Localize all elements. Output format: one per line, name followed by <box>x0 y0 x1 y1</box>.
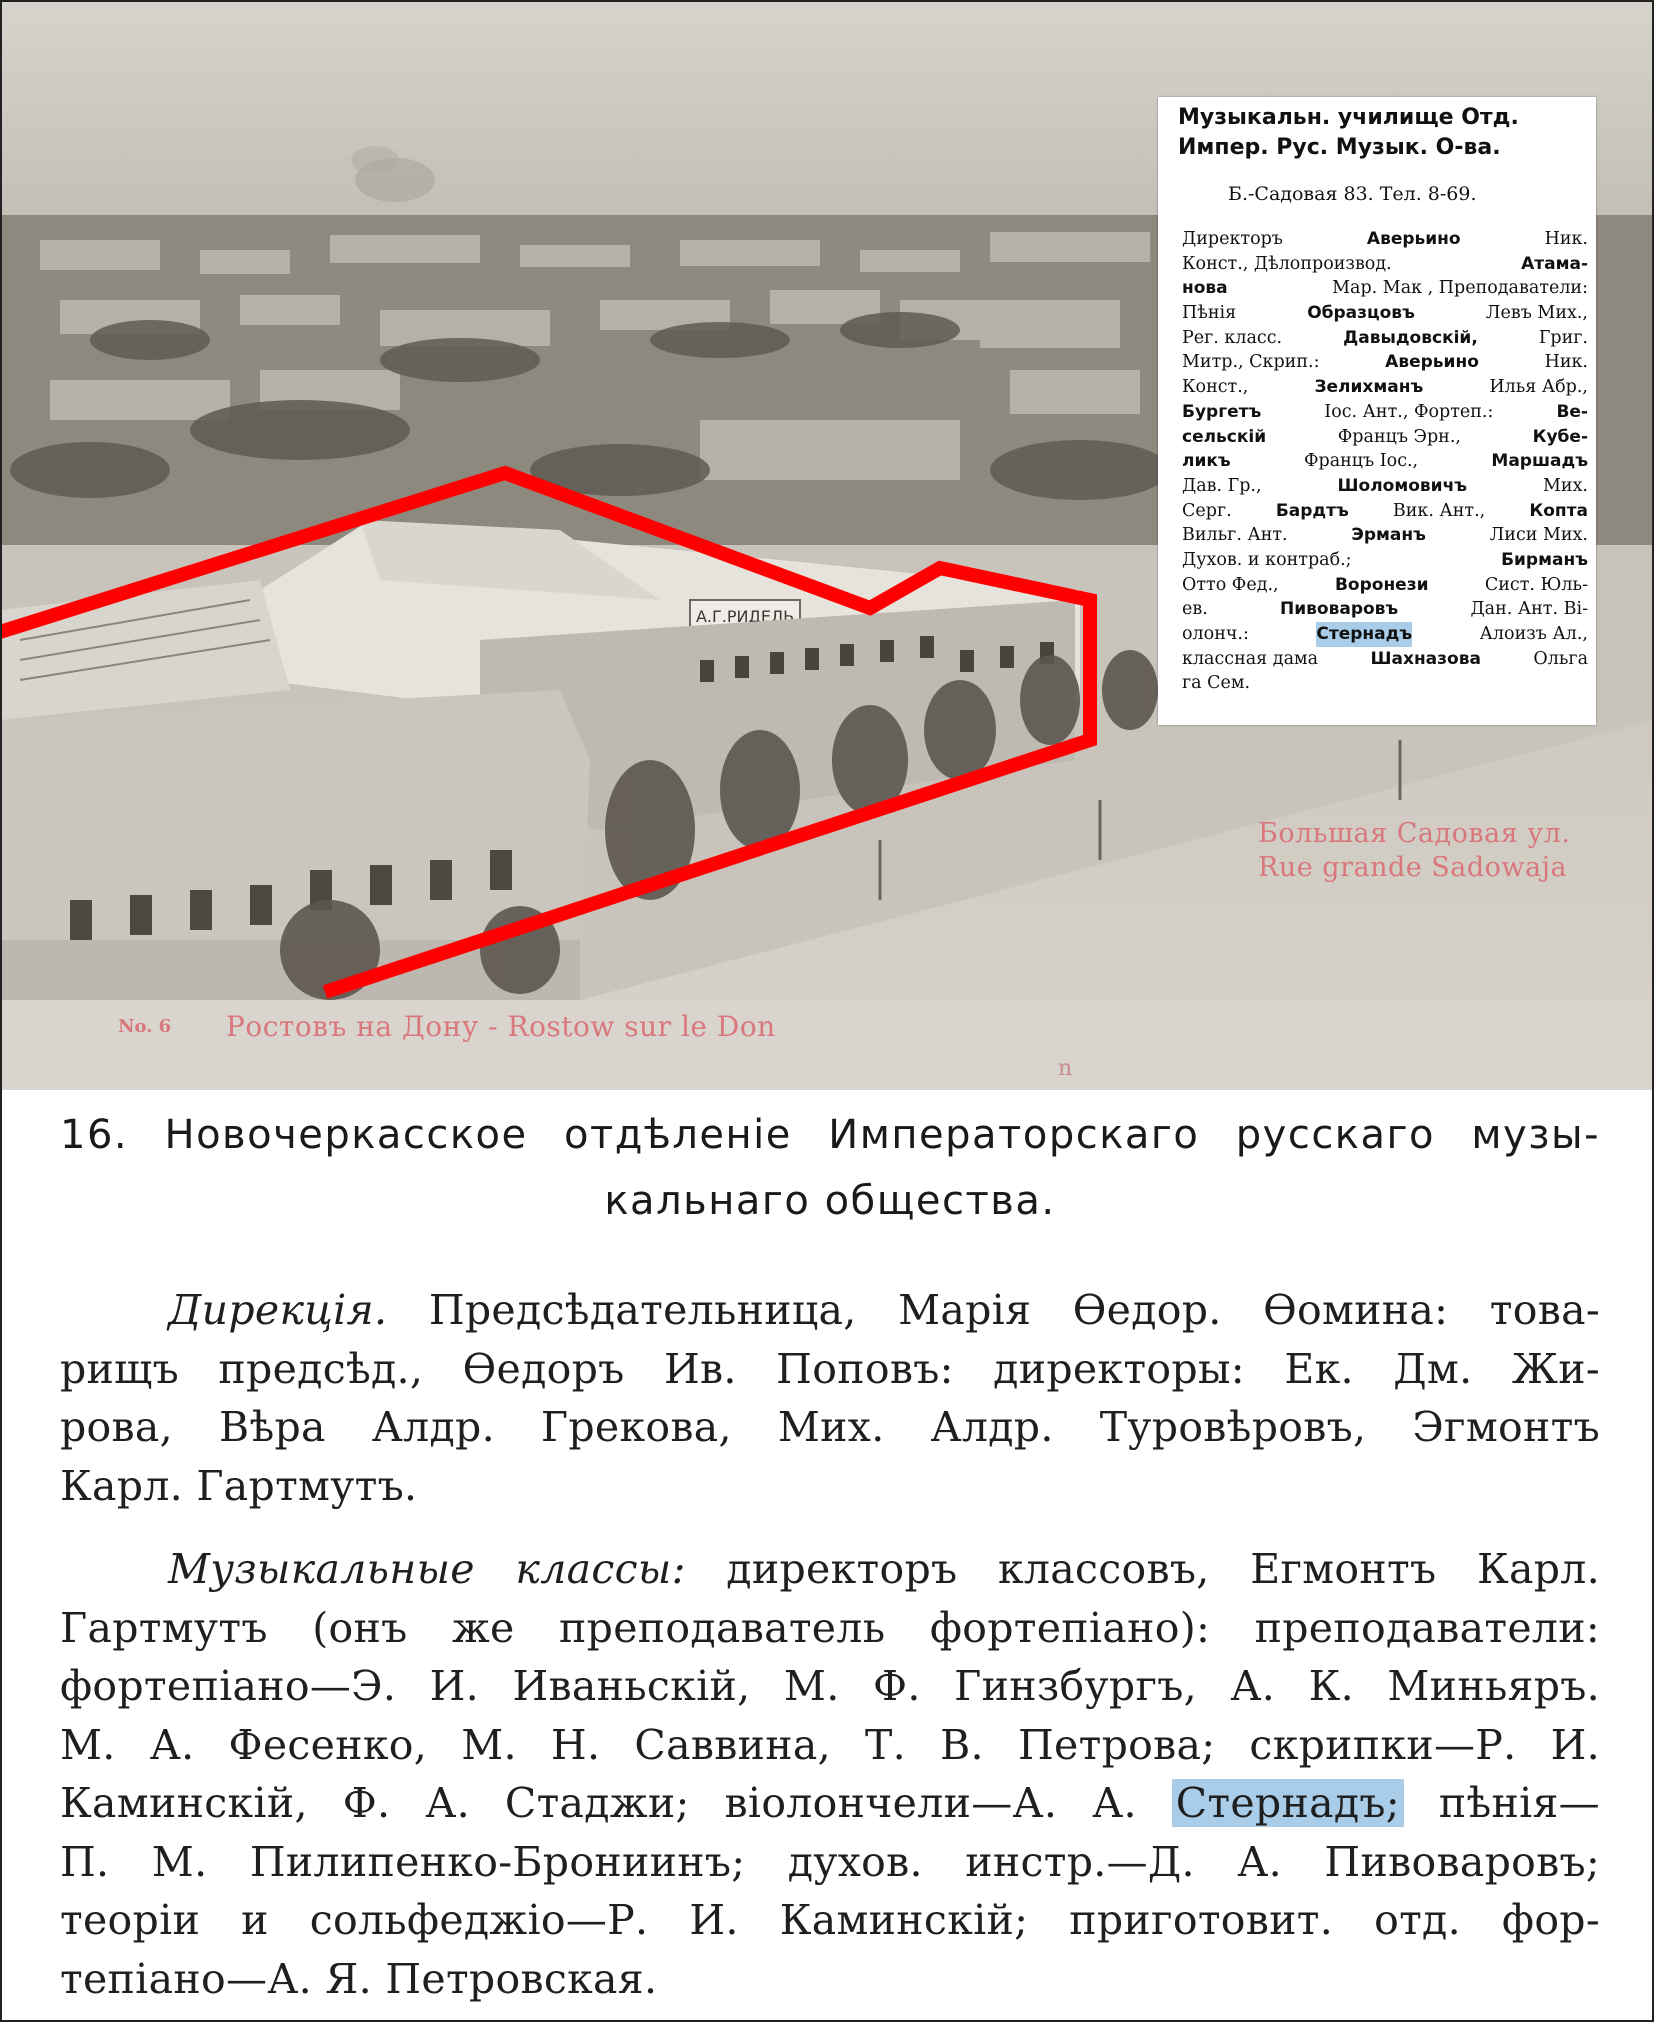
inset-line <box>1182 301 1588 326</box>
paragraph-line <box>60 1281 1600 1340</box>
inset-surname: Аверьино <box>1385 352 1479 373</box>
line-text: Предсѣдательница, Марія Ѳедор. Ѳомина: това- <box>387 1286 1600 1334</box>
inset-text: Мих. <box>1542 475 1588 496</box>
inset-line <box>1182 573 1588 598</box>
inset-surname: Копта <box>1529 500 1588 521</box>
inset-text: Вильг. Ант. <box>1182 525 1288 546</box>
inset-line <box>1182 548 1588 573</box>
inset-surname: Воронези <box>1334 574 1429 595</box>
inset-text: Дан. Ант. Ві- <box>1470 599 1588 620</box>
inset-surname: Аверьино <box>1366 229 1461 249</box>
paragraph-line <box>60 1774 1600 1833</box>
inset-line <box>1182 647 1588 672</box>
inset-text: Вик. Ант., <box>1392 500 1486 521</box>
inset-title-line: Импер. Рус. Музык. О-ва. <box>1178 135 1501 160</box>
inset-text: Ник. <box>1544 229 1588 249</box>
paragraph-line: фортепіано—Э. И. Иваньскій, М. Ф. Гинзбургъ, А. К. Миньяръ. <box>60 1662 1600 1710</box>
inset-title <box>1178 103 1583 163</box>
heading-line: 16. Новочеркасское отдѣленіе Императорскаго русскаго музы- <box>60 1112 1600 1158</box>
inset-line <box>1182 400 1588 425</box>
inset-line <box>1182 326 1588 351</box>
inset-text: Ник. <box>1544 352 1588 373</box>
paragraph-line <box>60 1540 1600 1599</box>
inset-text: Конст., Дѣлопроизвод. <box>1182 253 1392 274</box>
paragraph-line: М. А. Фесенко, М. Н. Саввина, Т. В. Петрова; скрипки—Р. И. <box>60 1720 1600 1769</box>
inset-line <box>1182 523 1588 548</box>
corner-mark: n <box>1058 1056 1073 1081</box>
paragraph-line: тепіано—А. Я. Петровская. <box>60 1954 658 2003</box>
paragraph-line: Гартмутъ (онъ же преподаватель фортепіано): преподаватели: <box>60 1603 1600 1652</box>
inset-line <box>1182 375 1588 400</box>
inset-line <box>1182 252 1588 277</box>
inset-surname: Шоломовичъ <box>1337 475 1468 496</box>
inset-text: Іос. Ант., Фортеп.: <box>1324 401 1494 422</box>
inset-text: Митр., Скрип.: <box>1182 352 1320 373</box>
inset-text: Илья Абр., <box>1489 377 1588 398</box>
inset-text: Конст., <box>1182 377 1249 398</box>
inset-text: Ольга <box>1533 648 1588 669</box>
inset-surname: Давыдовскій, <box>1343 327 1478 348</box>
street-caption-french: Rue grande Sadowaja <box>1258 852 1568 883</box>
inset-surname: Атама- <box>1521 253 1588 274</box>
inset-text: Дав. Гр., <box>1182 475 1262 496</box>
inset-line <box>1182 425 1588 450</box>
inset-highlighted-name: Стернадъ <box>1316 622 1412 647</box>
highlighted-name: Стернадъ; <box>1172 1779 1404 1827</box>
inset-surname: Пивоваровъ <box>1280 599 1399 620</box>
inset-text: Духов. и контраб.; <box>1182 549 1352 570</box>
inset-surname: Бургетъ <box>1182 401 1262 422</box>
inset-surname: нова <box>1182 278 1228 299</box>
inset-line <box>1182 276 1588 301</box>
music-classes-paragraph <box>60 1540 1600 2008</box>
inset-text: Мар. Мак , Преподаватели: <box>1332 278 1588 299</box>
inset-surname: Образцовъ <box>1307 303 1415 324</box>
inset-surname: Эрманъ <box>1351 525 1426 546</box>
directorate-paragraph <box>60 1281 1600 1515</box>
inset-text: Отто Фед., <box>1182 574 1279 595</box>
inset-surname: сельскій <box>1182 426 1267 447</box>
inset-surname: Шахназова <box>1370 648 1481 669</box>
inset-surname: Зелихманъ <box>1314 377 1424 398</box>
heading-line: кальнаго общества. <box>604 1178 1056 1224</box>
inset-text: га Сем. <box>1182 673 1251 694</box>
inset-surname: Бардтъ <box>1275 500 1349 521</box>
inset-line <box>1182 622 1588 647</box>
inset-surname: Ве- <box>1556 401 1588 422</box>
inset-text: Левъ Мих., <box>1485 303 1588 324</box>
inset-surname: Маршадъ <box>1491 451 1588 472</box>
inset-address: Б.-Садовая 83. Тел. 8-69. <box>1228 183 1477 205</box>
inset-line <box>1182 474 1588 499</box>
inset-line <box>1182 350 1588 375</box>
paragraph-line: рищъ предсѣд., Ѳедоръ Ив. Поповъ: директоры: Ек. Дм. Жи- <box>60 1344 1600 1393</box>
paragraph-line: П. М. Пилипенко-Брониинъ; духов. инстр.—Д. А. Пивоваровъ; <box>60 1837 1600 1886</box>
line-text: пѣнія— <box>1403 1779 1600 1827</box>
inset-line <box>1182 671 1588 696</box>
paragraph-line: теоріи и сольфеджіо—Р. И. Каминскій; приготовит. отд. фор- <box>60 1896 1600 1944</box>
inset-text: Григ. <box>1538 327 1588 348</box>
line-text: Каминскій, Ф. А. Стаджи; віолончели—А. А. <box>60 1779 1172 1827</box>
postcard-number: No. 6 <box>118 1016 172 1037</box>
inset-title-line: Музыкальн. училище Отд. <box>1178 105 1519 130</box>
inset-text: Серг. <box>1182 500 1232 521</box>
section-heading <box>60 1102 1600 1234</box>
inset-text: Сист. Юль- <box>1484 574 1588 595</box>
inset-text: Францъ Іос., <box>1303 451 1419 472</box>
inset-line <box>1182 597 1588 622</box>
inset-text: олонч.: <box>1182 624 1249 644</box>
inset-line <box>1182 227 1588 252</box>
street-caption-russian: Большая Садовая ул. <box>1258 818 1571 849</box>
inset-text: Лиси Мих. <box>1489 525 1588 546</box>
inset-text: Алоизъ Ал., <box>1479 624 1588 644</box>
directorate-label: Дирекція. <box>168 1286 388 1334</box>
directory-inset <box>1158 97 1596 725</box>
inset-text: ев. <box>1182 599 1208 620</box>
city-caption: Ростовъ на Дону - Rostow sur le Don <box>226 1010 776 1043</box>
inset-text: классная дама <box>1182 648 1319 669</box>
inset-text: Францъ Эрн., <box>1337 426 1461 447</box>
inset-line <box>1182 499 1588 524</box>
inset-surname: Бирманъ <box>1501 549 1588 570</box>
inset-line <box>1182 449 1588 474</box>
inset-text: Директоръ <box>1182 229 1283 249</box>
inset-body <box>1182 227 1588 696</box>
inset-surname: ликъ <box>1182 451 1231 472</box>
inset-text: Рег. класс. <box>1182 327 1283 348</box>
inset-surname: Кубе- <box>1532 426 1588 447</box>
building-sign: А.Г.РИДЕЛЬ <box>695 607 795 626</box>
paragraph-line: Карл. Гартмутъ. <box>60 1461 418 1510</box>
music-classes-label: Музыкальные классы: <box>168 1545 686 1593</box>
line-text: директоръ классовъ, Егмонтъ Карл. <box>685 1545 1600 1593</box>
paragraph-line: рова, Вѣра Алдр. Грекова, Мих. Алдр. Туровѣровъ, Эгмонтъ <box>60 1403 1600 1451</box>
inset-text: Пѣнія <box>1182 303 1237 324</box>
